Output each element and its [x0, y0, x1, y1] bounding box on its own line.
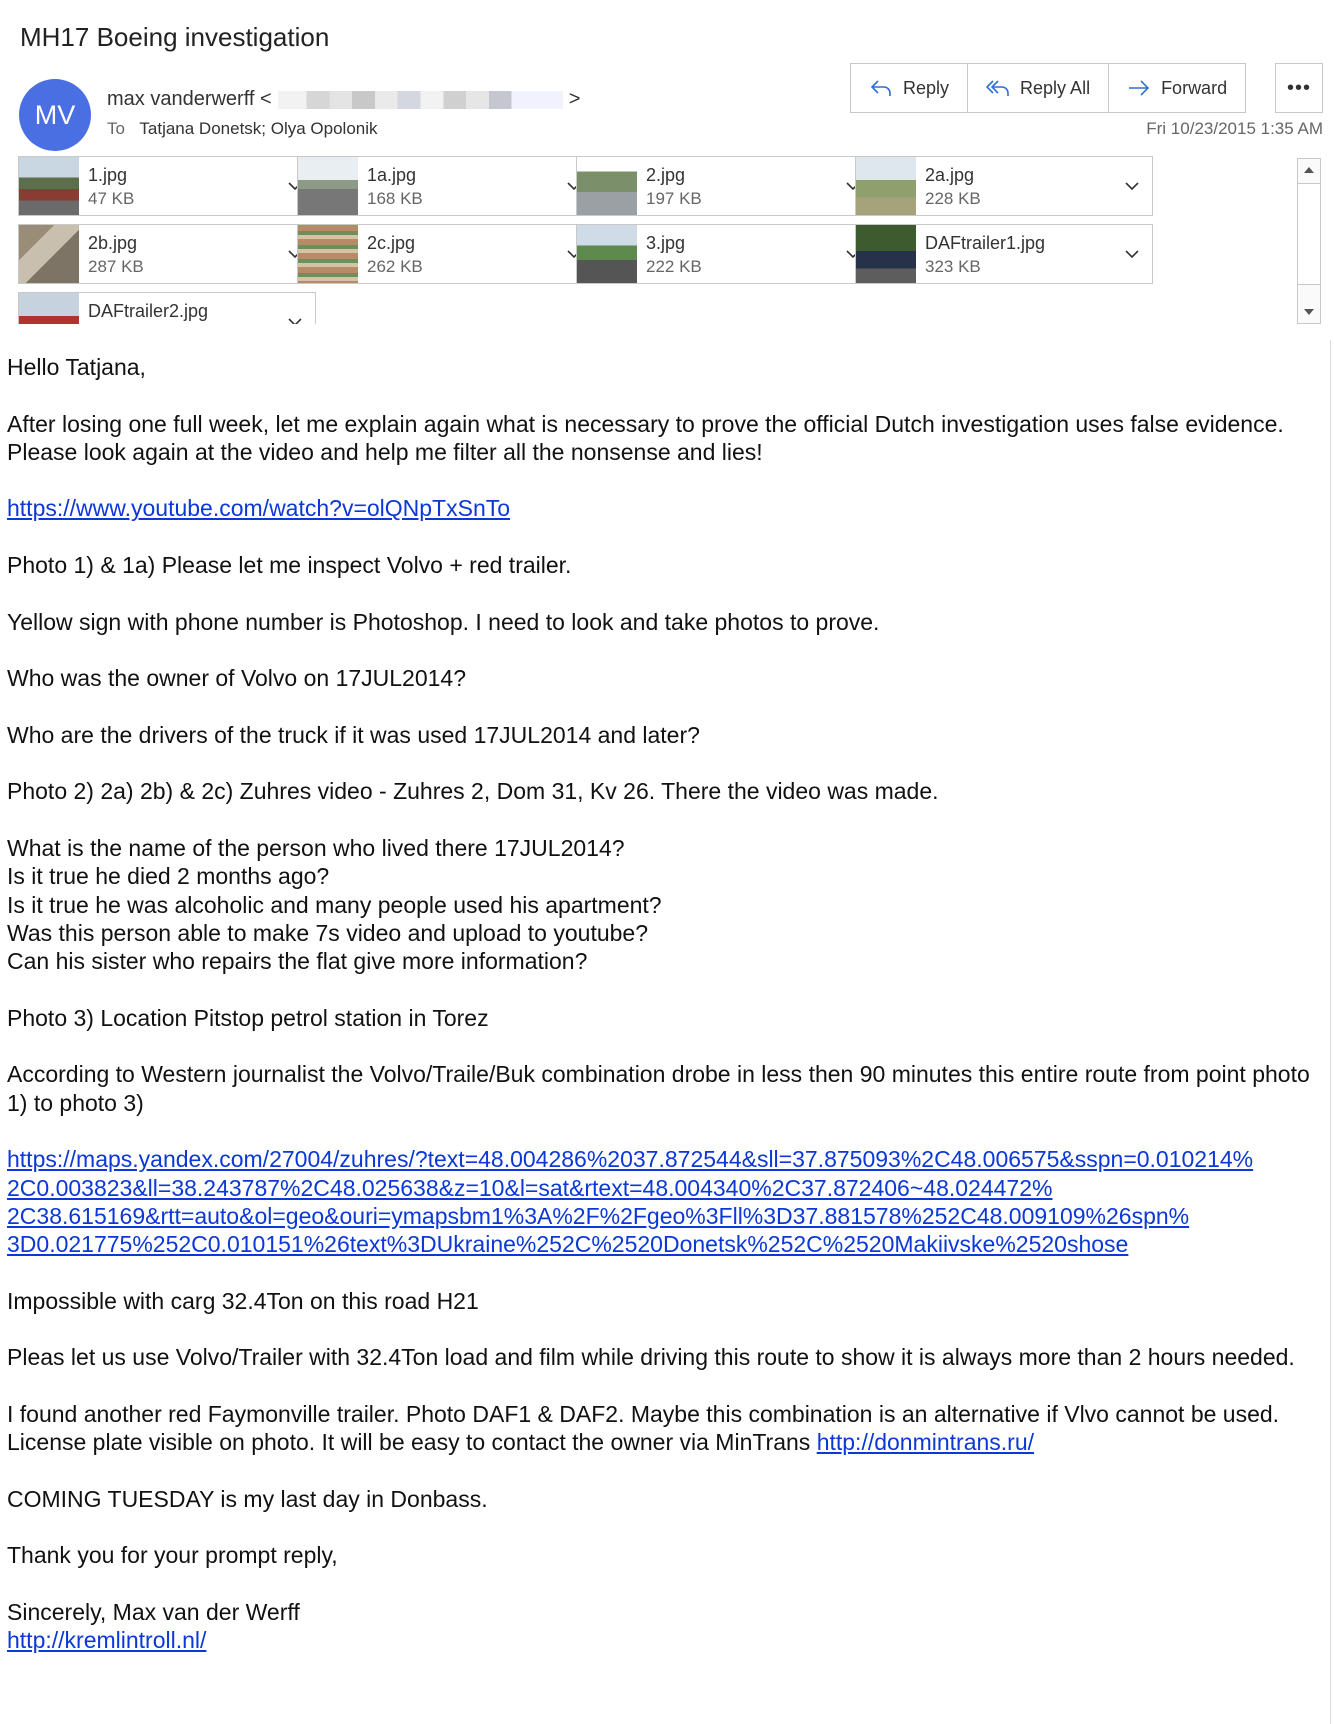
website-link[interactable]: http://kremlintroll.nl/: [7, 1627, 207, 1654]
signature: [7, 1598, 1317, 1655]
paragraph: COMING TUESDAY is my last day in Donbass.: [7, 1485, 488, 1512]
attachment-size: 323 KB: [925, 257, 981, 276]
yandex-map-link[interactable]: 2C38.615169&rtt=auto&ol=geo&ouri=ymapsbm1%3A%2F%2Fgeo%3Fll%3D37.881578%252C48.009109%26spn%: [7, 1202, 1190, 1229]
question: Is it true he died 2 months ago?: [7, 863, 330, 890]
scroll-up-button[interactable]: [1298, 159, 1320, 181]
attachment-thumbnail: [19, 157, 79, 215]
reply-all-button[interactable]: [968, 64, 1109, 112]
reply-label: Reply: [903, 77, 950, 98]
message-body: [7, 353, 1317, 1683]
forward-button[interactable]: [1109, 64, 1245, 112]
attachment-item[interactable]: [297, 224, 595, 284]
paragraph: Who are the drivers of the truck if it was used 17JUL2014 and later?: [7, 721, 700, 748]
attachment-item[interactable]: [18, 292, 316, 324]
attachment-size: 287 KB: [88, 257, 144, 276]
attachment-item[interactable]: [297, 156, 595, 216]
scroll-thumb[interactable]: [1298, 183, 1320, 285]
chevron-down-icon: [1125, 182, 1139, 191]
divider: [1330, 340, 1331, 1724]
question: What is the name of the person who lived there 17JUL2014?: [7, 835, 625, 862]
attachment-size: 47 KB: [88, 189, 135, 208]
attachment-thumbnail: [19, 225, 79, 283]
recipients[interactable]: Tatjana Donetsk; Olya Opolonik: [139, 119, 378, 138]
attachments-scrollbar[interactable]: [1297, 158, 1321, 324]
paragraph: Yellow sign with phone number is Photoshop. I need to look and take photos to prove.: [7, 608, 880, 635]
forward-icon: [1127, 77, 1151, 99]
action-toolbar: [850, 63, 1246, 113]
attachment-item[interactable]: [576, 224, 874, 284]
avatar-initials: MV: [34, 99, 76, 130]
question: Is it true he was alcoholic and many people used his apartment?: [7, 891, 662, 918]
reply-all-icon: [986, 77, 1010, 99]
attachment-size: 197 KB: [646, 189, 702, 208]
yandex-map-link[interactable]: 2C0.003823&ll=38.243787%2C48.025638&z=10&l=sat&rtext=48.004340%2C37.872406~48.024472%: [7, 1174, 1053, 1201]
question: Was this person able to make 7s video and upload to youtube?: [7, 919, 649, 946]
sender-avatar: [19, 79, 91, 151]
attachment-name: 1a.jpg: [367, 165, 417, 185]
attachment-name: 3.jpg: [646, 233, 686, 253]
attachment-menu-button[interactable]: [283, 293, 315, 324]
reply-icon: [869, 77, 893, 99]
paragraph: [7, 1400, 1317, 1457]
attachment-size: 228 KB: [925, 189, 981, 208]
attachment-menu-button[interactable]: [1120, 225, 1152, 283]
paragraph: After losing one full week, let me explain again what is necessary to prove the official Dutch investigation uses false evidence. Please look again at the video and help me filter all the nonsense and lies!: [7, 410, 1284, 465]
reply-all-label: Reply All: [1020, 77, 1091, 98]
attachment-name: 2b.jpg: [88, 233, 138, 253]
paragraph: Pleas let us use Volvo/Trailer with 32.4Ton load and film while driving this route to show it is always more than 2 hours needed.: [7, 1344, 1295, 1371]
paragraph: Photo 2) 2a) 2b) & 2c) Zuhres video - Zuhres 2, Dom 31, Kv 26. There the video was made.: [7, 778, 939, 805]
paragraph: Photo 3) Location Pitstop petrol station in Torez: [7, 1004, 489, 1031]
attachment-thumbnail: [298, 157, 358, 215]
attachment-thumbnail: [577, 225, 637, 283]
yandex-link-block: [7, 1145, 1317, 1258]
redacted-email-address: [278, 91, 563, 109]
attachment-name: 2a.jpg: [925, 165, 975, 185]
more-actions-button[interactable]: •••: [1275, 63, 1323, 113]
attachments-panel: [18, 156, 1290, 324]
question: Can his sister who repairs the flat give more information?: [7, 948, 588, 975]
attachment-name: 1.jpg: [88, 165, 128, 185]
attachment-size: 168 KB: [367, 189, 423, 208]
attachment-item[interactable]: [855, 156, 1153, 216]
attachment-thumbnail: [298, 225, 358, 283]
mintrans-link[interactable]: http://donmintrans.ru/: [816, 1429, 1035, 1456]
sent-date: Fri 10/23/2015 1:35 AM: [1146, 119, 1323, 138]
paragraph: Impossible with carg 32.4Ton on this road H21: [7, 1287, 479, 1314]
paragraph: Thank you for your prompt reply,: [7, 1542, 338, 1569]
yandex-map-link[interactable]: 3D0.021775%252C0.010151%26text%3DUkraine%252C%2520Donetsk%252C%2520Makiivske%2520shose: [7, 1231, 1129, 1258]
signoff: Sincerely, Max van der Werff: [7, 1599, 300, 1626]
paragraph: Who was the owner of Volvo on 17JUL2014?: [7, 665, 467, 692]
attachment-name: 2.jpg: [646, 165, 686, 185]
sender-name[interactable]: max vanderwerff <: [107, 88, 272, 110]
attachment-thumbnail: [856, 225, 916, 283]
question-list: [7, 834, 1317, 975]
paragraph: Photo 1) & 1a) Please let me inspect Volvo + red trailer.: [7, 552, 572, 579]
to-label: To: [107, 119, 125, 138]
chevron-down-icon: [288, 318, 302, 325]
attachment-thumbnail: [19, 293, 79, 324]
attachment-name: 2c.jpg: [367, 233, 416, 253]
sender-line: [107, 88, 580, 111]
youtube-link[interactable]: https://www.youtube.com/watch?v=olQNpTxSnTo: [7, 495, 511, 522]
attachment-item[interactable]: [576, 156, 874, 216]
sender-bracket-end: >: [568, 88, 581, 110]
chevron-down-icon: [1125, 250, 1139, 259]
reply-button[interactable]: [851, 64, 968, 112]
triangle-down-icon: [1304, 309, 1314, 315]
triangle-up-icon: [1304, 167, 1314, 173]
yandex-map-link[interactable]: https://maps.yandex.com/27004/zuhres/?text=48.004286%2037.872544&sll=37.875093%2C48.006575&sspn=0.010214%: [7, 1146, 1254, 1173]
paragraph: According to Western journalist the Volvo/Traile/Buk combination drobe in less then 90 minutes this entire route from point photo 1) to photo 3): [7, 1061, 1310, 1116]
attachment-thumbnail: [577, 157, 637, 215]
scroll-down-button[interactable]: [1298, 301, 1320, 323]
attachment-item[interactable]: [855, 224, 1153, 284]
forward-label: Forward: [1161, 77, 1228, 98]
attachment-item[interactable]: [18, 224, 316, 284]
attachment-item[interactable]: [18, 156, 316, 216]
paragraph-text: I found another red Faymonville trailer. Photo DAF1 & DAF2. Maybe this combination is an alternative if Vlvo cannot be used. License plate visible on photo. It will be easy to contact the owner via MinTrans: [7, 1400, 1280, 1456]
greeting: Hello Tatjana,: [7, 354, 146, 380]
attachment-size: 222 KB: [646, 257, 702, 276]
recipients-line: [107, 119, 378, 139]
attachment-menu-button[interactable]: [1120, 157, 1152, 215]
attachment-thumbnail: [856, 157, 916, 215]
attachment-name: DAFtrailer1.jpg: [925, 233, 1046, 253]
email-subject: MH17 Boeing investigation: [20, 22, 330, 52]
attachment-name: DAFtrailer2.jpg: [88, 301, 209, 321]
attachment-size: 262 KB: [367, 257, 423, 276]
